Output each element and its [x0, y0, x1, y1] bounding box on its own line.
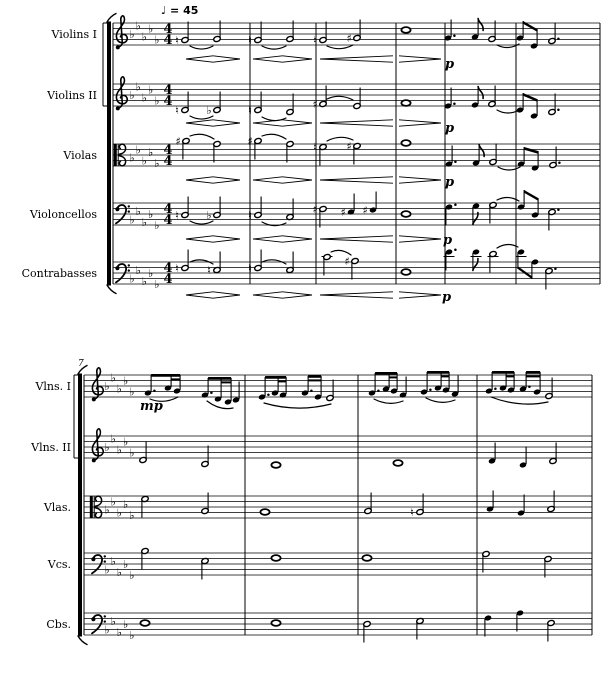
augmentation-dot — [153, 390, 156, 393]
augmentation-dot — [557, 209, 560, 212]
tempo-marking: ♩ = 45 — [161, 4, 199, 17]
augmentation-dot — [494, 388, 497, 391]
key-signature-flat: ♭ — [135, 80, 141, 94]
key-signature-flat: ♭ — [122, 617, 129, 631]
system-bracket — [78, 374, 82, 637]
augmentation-dot — [377, 390, 380, 393]
key-signature-flat: ♭ — [116, 506, 123, 520]
flat-sign: ♭ — [206, 103, 212, 117]
sharp-sign: ♯ — [340, 205, 346, 219]
natural-sign: ♮ — [175, 33, 179, 47]
staff-label-violas: Violas — [63, 149, 97, 162]
key-signature-flat: ♭ — [154, 218, 160, 232]
sharp-sign: ♯ — [346, 139, 352, 153]
time-signature-numerator: 4 — [163, 82, 173, 98]
key-signature-flat: ♭ — [154, 33, 160, 47]
staff-label-violins-1: Violins I — [51, 28, 97, 41]
sharp-sign: ♯ — [362, 203, 368, 217]
key-signature-flat: ♭ — [135, 264, 141, 278]
sixteenth-beam — [506, 375, 514, 377]
key-signature-flat: ♭ — [141, 154, 148, 168]
key-signature-flat: ♭ — [154, 277, 160, 291]
natural-sign: ♮ — [175, 261, 179, 275]
key-signature-flat: ♭ — [147, 83, 154, 97]
staff-label-violoncellos: Violoncellos — [29, 208, 97, 221]
sixteenth-beam — [171, 378, 180, 380]
staff-label-cbs: Cbs. — [46, 618, 71, 631]
key-signature-flat: ♭ — [116, 626, 123, 640]
key-signature-flat: ♭ — [104, 563, 110, 577]
key-signature-flat: ♭ — [129, 385, 135, 399]
time-signature-denominator: 4 — [163, 212, 173, 228]
time-signature-numerator: 4 — [163, 142, 173, 158]
beam — [375, 372, 397, 375]
key-signature-flat: ♭ — [129, 272, 135, 286]
natural-sign: ♮ — [248, 33, 252, 47]
natural-sign: ♮ — [248, 208, 252, 222]
augmentation-dot — [557, 38, 560, 41]
augmentation-dot — [528, 386, 531, 389]
key-signature-flat: ♭ — [110, 555, 116, 569]
sixteenth-beam — [278, 380, 286, 382]
key-signature-flat: ♭ — [110, 615, 116, 629]
dynamic-marking: p — [445, 121, 455, 136]
whole-note — [260, 509, 269, 515]
key-signature-flat: ♭ — [147, 266, 154, 280]
sixteenth-beam — [389, 376, 397, 378]
key-signature-flat: ♭ — [129, 628, 135, 642]
key-signature-flat: ♭ — [116, 382, 123, 396]
augmentation-dot — [554, 268, 557, 271]
augmentation-dot — [454, 161, 457, 164]
sharp-sign: ♯ — [312, 202, 318, 216]
staff-label-vlns-1: Vlns. I — [35, 380, 71, 393]
whole-note — [401, 211, 410, 217]
key-signature-flat: ♭ — [129, 88, 135, 102]
key-signature-flat: ♭ — [104, 440, 110, 454]
key-signature-flat: ♭ — [129, 151, 135, 165]
key-signature-flat: ♭ — [135, 143, 141, 157]
alto-clef-icon — [90, 496, 93, 518]
beam — [265, 376, 286, 379]
key-signature-flat: ♭ — [122, 498, 129, 512]
sixteenth-beam — [221, 381, 231, 383]
augmentation-dot — [558, 162, 561, 165]
natural-sign: ♮ — [175, 208, 179, 222]
beam — [308, 375, 321, 378]
natural-sign: ♮ — [248, 261, 252, 275]
dynamic-marking: p — [442, 290, 452, 305]
dynamic-marking: p — [445, 175, 455, 190]
staff-label-violins-2: Violins II — [47, 89, 97, 102]
time-signature-denominator: 4 — [163, 153, 173, 169]
flat-sign: ♭ — [206, 208, 212, 222]
bass-clef-icon — [104, 555, 106, 557]
whole-note — [271, 555, 280, 561]
whole-note — [401, 269, 410, 275]
dynamic-marking: p — [445, 57, 455, 72]
beam — [208, 377, 231, 380]
key-signature-flat: ♭ — [122, 557, 129, 571]
sixteenth-beam — [441, 375, 449, 377]
key-signature-flat: ♭ — [141, 91, 148, 105]
time-signature-numerator: 4 — [163, 260, 173, 276]
natural-sign: ♮ — [313, 140, 317, 154]
key-signature-flat: ♭ — [147, 207, 154, 221]
dynamic-marking: mp — [140, 399, 163, 414]
whole-note — [140, 620, 149, 626]
natural-sign: ♮ — [410, 505, 414, 519]
key-signature-flat: ♭ — [141, 275, 148, 289]
augmentation-dot — [454, 249, 457, 252]
system-bracket — [107, 22, 111, 286]
time-signature-denominator: 4 — [163, 32, 173, 48]
whole-note — [393, 460, 402, 466]
key-signature-flat: ♭ — [110, 371, 116, 385]
whole-note — [401, 140, 410, 146]
sharp-sign: ♯ — [344, 254, 350, 268]
sixteenth-beam — [308, 379, 321, 381]
beam — [427, 371, 449, 374]
whole-note — [271, 620, 280, 626]
key-signature-flat: ♭ — [116, 566, 123, 580]
key-signature-flat: ♭ — [154, 94, 160, 108]
time-signature-numerator: 4 — [163, 21, 173, 37]
augmentation-dot — [557, 109, 560, 112]
natural-sign: ♮ — [248, 103, 252, 117]
whole-note — [362, 555, 371, 561]
dynamic-marking: p — [443, 233, 453, 248]
augmentation-dot — [310, 390, 313, 393]
time-signature-denominator: 4 — [163, 271, 173, 287]
key-signature-flat: ♭ — [154, 157, 160, 171]
key-signature-flat: ♭ — [135, 19, 141, 33]
staff-label-vlns-2: Vlns. II — [31, 441, 71, 454]
sixteenth-beam — [526, 375, 540, 377]
alto-clef-icon — [114, 144, 117, 166]
staff-label-contrabasses: Contrabasses — [21, 267, 97, 280]
key-signature-flat: ♭ — [141, 216, 148, 230]
sharp-sign: ♯ — [312, 97, 318, 111]
augmentation-dot — [210, 392, 213, 395]
sharp-sign: ♯ — [175, 134, 181, 148]
natural-sign: ♮ — [313, 33, 317, 47]
time-signature-numerator: 4 — [163, 201, 173, 217]
sharp-sign: ♯ — [346, 31, 352, 45]
bass-clef-icon — [104, 615, 106, 617]
key-signature-flat: ♭ — [129, 509, 135, 523]
key-signature-flat: ♭ — [116, 443, 123, 457]
sharp-sign: ♯ — [247, 134, 253, 148]
natural-sign: ♮ — [175, 103, 179, 117]
key-signature-flat: ♭ — [135, 205, 141, 219]
bass-clef-icon — [128, 264, 130, 266]
natural-sign: ♮ — [207, 263, 211, 277]
whole-note — [271, 462, 280, 468]
whole-note — [401, 100, 410, 106]
key-signature-flat: ♭ — [129, 27, 135, 41]
key-signature-flat: ♭ — [110, 495, 116, 509]
key-signature-flat: ♭ — [147, 22, 154, 36]
key-signature-flat: ♭ — [129, 446, 135, 460]
key-signature-flat: ♭ — [104, 503, 110, 517]
augmentation-dot — [453, 103, 456, 106]
beam — [151, 374, 180, 377]
augmentation-dot — [453, 35, 456, 38]
key-signature-flat: ♭ — [122, 374, 129, 388]
time-signature-denominator: 4 — [163, 93, 173, 109]
key-signature-flat: ♭ — [129, 568, 135, 582]
beam — [492, 371, 514, 374]
measure-number: 7 — [78, 359, 84, 369]
key-signature-flat: ♭ — [122, 435, 129, 449]
key-signature-flat: ♭ — [129, 213, 135, 227]
augmentation-dot — [267, 394, 270, 397]
staff-label-vlas: Vlas. — [43, 501, 71, 514]
key-signature-flat: ♭ — [147, 146, 154, 160]
key-signature-flat: ♭ — [104, 623, 110, 637]
key-signature-flat: ♭ — [141, 30, 148, 44]
key-signature-flat: ♭ — [104, 379, 110, 393]
staff-label-vcs: Vcs. — [47, 558, 71, 571]
bass-clef-icon — [128, 205, 130, 207]
whole-note — [401, 27, 410, 33]
key-signature-flat: ♭ — [110, 432, 116, 446]
augmentation-dot — [429, 389, 432, 392]
beam — [526, 371, 540, 374]
augmentation-dot — [454, 204, 457, 207]
